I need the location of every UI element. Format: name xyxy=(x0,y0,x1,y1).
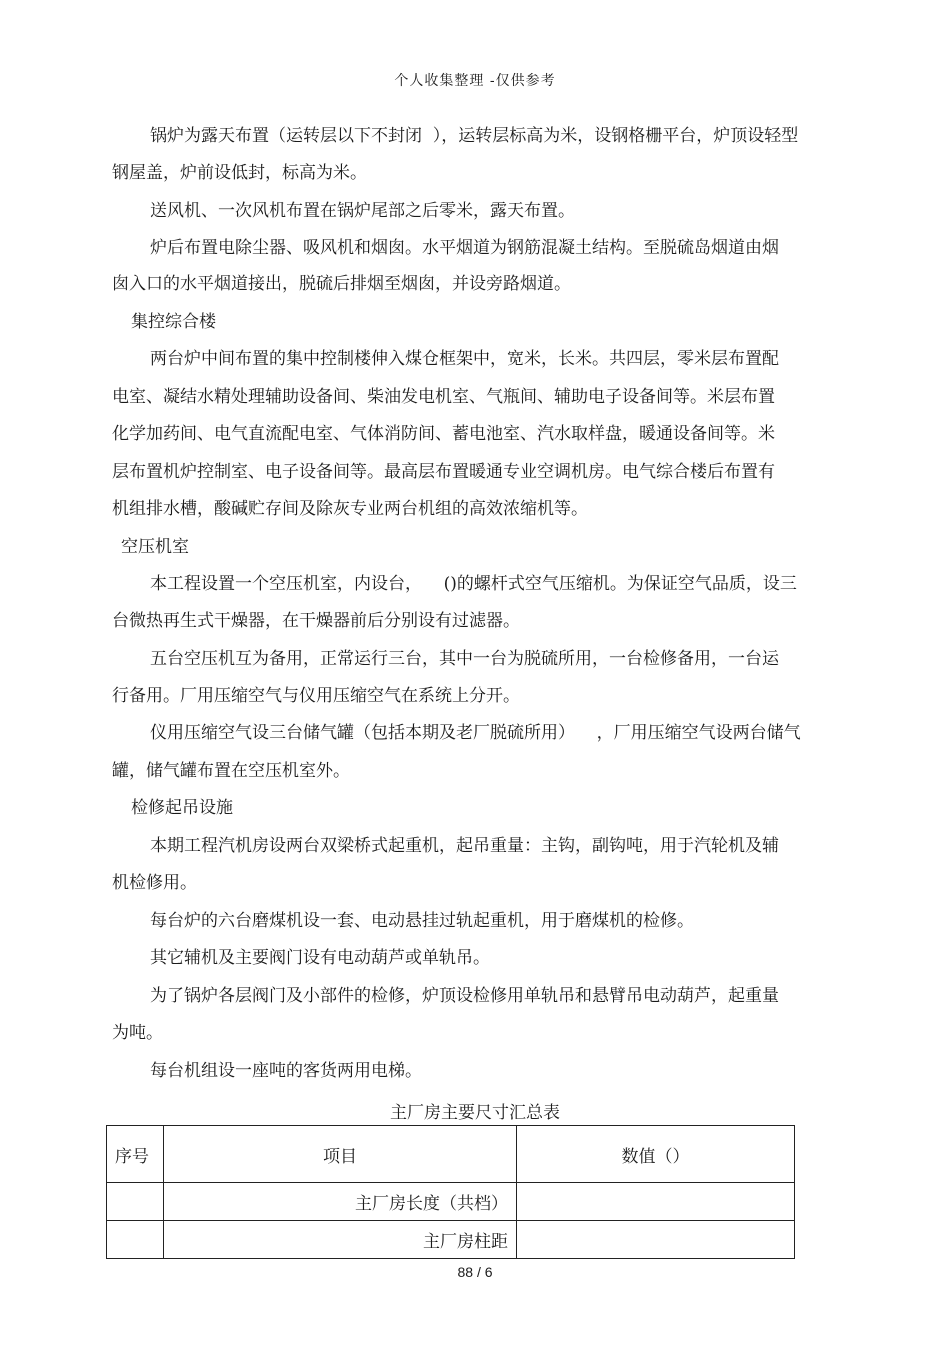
table-header-row xyxy=(107,1126,795,1183)
body-line: 锅炉为露天布置（运转层以下不封闭 ），运转层标高为米，设钢格栅平台，炉顶设轻型 xyxy=(150,126,799,146)
table-cell: 主厂房柱距 xyxy=(164,1221,517,1259)
table-cell xyxy=(107,1221,164,1259)
section-heading: 空压机室 xyxy=(121,537,189,557)
body-line: 电室、凝结水精处理辅助设备间、柴油发电机室、气瓶间、辅助电子设备间等。米层布置 xyxy=(112,387,775,407)
section-heading: 检修起吊设施 xyxy=(131,798,233,818)
table-cell xyxy=(517,1221,795,1259)
body-line: 层布置机炉控制室、电子设备间等。最高层布置暖通专业空调机房。电气综合楼后布置有 xyxy=(112,462,775,482)
body-line: 两台炉中间布置的集中控制楼伸入煤仓框架中，宽米，长米。共四层，零米层布置配 xyxy=(150,349,779,369)
body-line: 送风机、一次风机布置在锅炉尾部之后零米，露天布置。 xyxy=(150,201,575,221)
body-line: 台微热再生式干燥器，在干燥器前后分别设有过滤器。 xyxy=(112,611,520,631)
body-line: 机检修用。 xyxy=(112,873,197,893)
table-cell: 主厂房长度（共档） xyxy=(164,1183,517,1221)
body-line: 为吨。 xyxy=(112,1023,163,1043)
body-line: 本期工程汽机房设两台双梁桥式起重机，起吊重量：主钩，副钩吨，用于汽轮机及辅 xyxy=(150,836,779,856)
table-row xyxy=(107,1221,795,1259)
body-line: 囱入口的水平烟道接出，脱硫后排烟至烟囱，并设旁路烟道。 xyxy=(112,274,571,294)
body-line: 每台炉的六台磨煤机设一套、电动悬挂过轨起重机，用于磨煤机的检修。 xyxy=(150,911,694,931)
header-cell-item: 项目 xyxy=(164,1126,517,1183)
table-cell xyxy=(517,1183,795,1221)
body-line: 每台机组设一座吨的客货两用电梯。 xyxy=(150,1061,422,1081)
table-cell xyxy=(107,1183,164,1221)
body-line: 机组排水槽，酸碱贮存间及除灰专业两台机组的高效浓缩机等。 xyxy=(112,499,588,519)
section-heading: 集控综合楼 xyxy=(131,312,216,332)
body-line: 仪用压缩空气设三台储气罐（包括本期及老厂脱硫所用） ，厂用压缩空气设两台储气 xyxy=(150,723,801,743)
body-line: 炉后布置电除尘器、吸风机和烟囱。水平烟道为钢筋混凝土结构。至脱硫岛烟道由烟 xyxy=(150,238,779,258)
body-line: 五台空压机互为备用，正常运行三台，其中一台为脱硫所用，一台检修备用，一台运 xyxy=(150,649,779,669)
body-line: 为了锅炉各层阀门及小部件的检修，炉顶设检修用单轨吊和悬臂吊电动葫芦，起重量 xyxy=(150,986,779,1006)
body-line: 行备用。厂用压缩空气与仪用压缩空气在系统上分开。 xyxy=(112,686,520,706)
table-caption: 主厂房主要尺寸汇总表 xyxy=(390,1103,560,1123)
page-number: 88 / 6 xyxy=(457,1264,493,1280)
body-line: 钢屋盖，炉前设低封，标高为米。 xyxy=(112,163,367,183)
body-line: 罐，储气罐布置在空压机室外。 xyxy=(112,761,350,781)
dimensions-table xyxy=(106,1125,795,1259)
body-line: 化学加药间、电气直流配电室、气体消防间、蓄电池室、汽水取样盘，暖通设备间等。米 xyxy=(112,424,775,444)
header-cell-value: 数值（） xyxy=(517,1126,795,1183)
page-header: 个人收集整理 -仅供参考 xyxy=(394,73,556,89)
table-row xyxy=(107,1183,795,1221)
header-cell-index: 序号 xyxy=(107,1126,164,1183)
body-line: 其它辅机及主要阀门设有电动葫芦或单轨吊。 xyxy=(150,948,490,968)
body-line: 本工程设置一个空压机室，内设台， ()的螺杆式空气压缩机。为保证空气品质，设三 xyxy=(150,574,797,594)
